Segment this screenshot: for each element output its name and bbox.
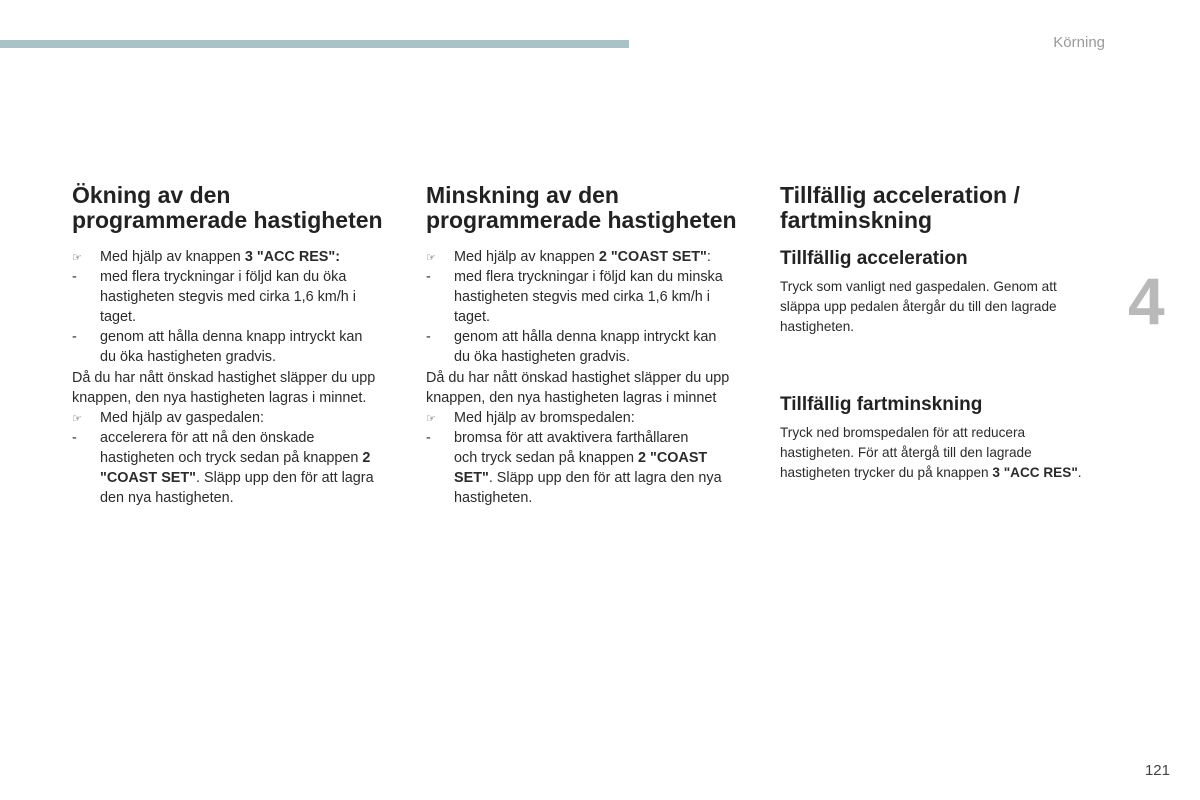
paragraph-line: hastigheten. bbox=[780, 319, 855, 335]
hand-pointer-icon: ☞ bbox=[426, 252, 436, 264]
paragraph-line: knappen, den nya hastigheten lagras i minnet bbox=[426, 389, 717, 406]
bullet-item: ☞ Med hjälp av gaspedalen: bbox=[72, 408, 407, 428]
column-temporary-change bbox=[780, 183, 1105, 484]
dash-item: - med flera tryckningar i följd kan du öka bbox=[72, 269, 347, 286]
page-number: 121 bbox=[1144, 762, 1170, 779]
hand-pointer-icon: ☞ bbox=[426, 412, 436, 425]
section-title: Minskning av den programmerade hastigheten bbox=[426, 182, 737, 233]
dash-item: - accelerera för att nå den önskade bbox=[72, 429, 315, 446]
paragraph-line: Då du har nått önskad hastighet släpper du upp bbox=[426, 369, 730, 386]
dash-item: - genom att hålla denna knapp intryckt kan bbox=[72, 329, 363, 346]
dash-item: - bromsa för att avaktivera farthållaren bbox=[426, 429, 689, 446]
bullet-item: ☞ Med hjälp av bromspedalen: bbox=[426, 408, 761, 428]
hand-pointer-icon: ☞ bbox=[72, 252, 82, 264]
paragraph-line: knappen, den nya hastigheten lagras i minnet. bbox=[72, 389, 367, 406]
bullet-item: ☞ Med hjälp av knappen 2 "COAST SET": bbox=[426, 247, 761, 267]
paragraph-line: Då du har nått önskad hastighet släpper du upp bbox=[72, 369, 376, 386]
paragraph-line: släppa upp pedalen återgår du till den lagrade bbox=[780, 299, 1057, 315]
chapter-number: 4 bbox=[1128, 264, 1165, 338]
hand-pointer-icon: ☞ bbox=[72, 412, 82, 425]
dash-item: - med flera tryckningar i följd kan du minska bbox=[426, 269, 723, 286]
section-label: Körning bbox=[1053, 34, 1105, 51]
paragraph-line: Tryck som vanligt ned gaspedalen. Genom att bbox=[780, 279, 1057, 294]
header-accent-bar bbox=[0, 40, 629, 48]
paragraph-line: Tryck ned bromspedalen för att reducera bbox=[780, 425, 1026, 441]
paragraph-line: hastigheten. För att återgå till den lagrade bbox=[780, 445, 1032, 461]
column-decrease-speed: Minskning av den programmerade hastigheten ☞ Med hjälp av knappen 2 "COAST SET": - med flera tryckningar i följd kan du minska hastigheten stegvis med cirka 1,6 km/h i taget. - genom att hålla denna knapp intryckt kan du öka hastigheten gradvis. Då du har nått önskad hastighet släpper du upp knappen, den nya hastigheten lagras i minnet ☞ Med hjälp av bromspedalen: - bromsa för att avaktivera farthållaren och tryck sedan på knappen 2 "COAST SET". Släpp upp den för att lagra den nya hastigheten. bbox=[426, 183, 761, 508]
column-increase-speed: Ökning av den programmerade hastigheten ☞ Med hjälp av knappen 3 "ACC RES": - med flera tryckningar i följd kan du öka hastigheten stegvis med cirka 1,6 km/h i taget. - genom att hålla denna knapp intryckt kan du öka hastigheten gradvis. Då du har nått önskad hastighet släpper du upp knappen, den nya hastigheten lagras i minnet. ☞ Med hjälp av gaspedalen: - accelerera för att nå den önskade hastigheten och tryck sedan på knappen 2 "COAST SET". Släpp upp den för att lagra den nya hastigheten. bbox=[72, 183, 407, 508]
section-title: Tillfällig acceleration / fartminskning bbox=[780, 182, 1020, 233]
paragraph-line: hastigheten trycker du på knappen 3 "ACC RES". bbox=[780, 465, 1082, 481]
subsection-title: Tillfällig fartminskning bbox=[780, 394, 983, 416]
dash-item: - genom att hålla denna knapp intryckt kan bbox=[426, 329, 717, 346]
subsection-title: Tillfällig acceleration bbox=[780, 248, 968, 269]
section-title: Ökning av den programmerade hastigheten bbox=[72, 182, 383, 233]
bullet-item: ☞ Med hjälp av knappen 3 "ACC RES": bbox=[72, 247, 407, 267]
